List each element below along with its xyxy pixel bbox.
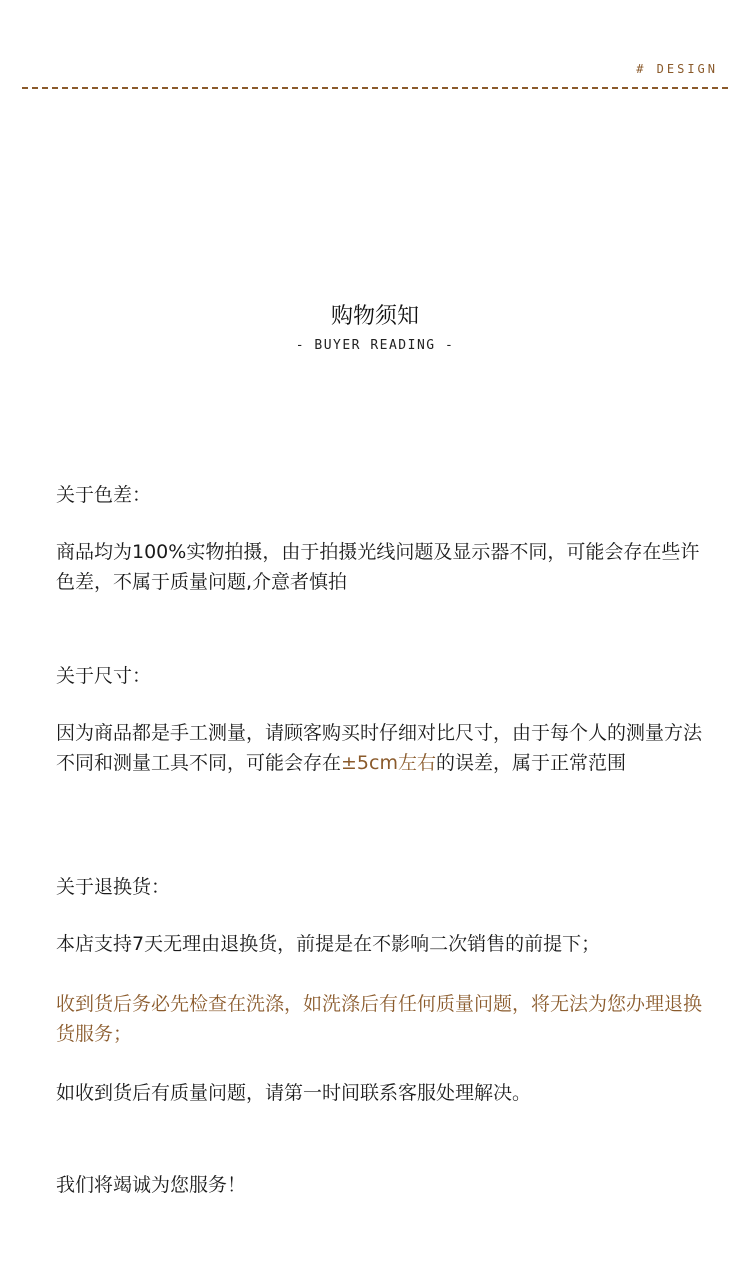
contact-text: 如收到货后有质量问题，请第一时间联系客服处理解决。 bbox=[56, 1082, 532, 1104]
title-block bbox=[0, 302, 750, 353]
return-heading: 关于退换货： bbox=[56, 876, 171, 898]
closing-text: 我们将竭诚为您服务！ bbox=[56, 1174, 247, 1196]
return-warning: 收到货后务必先检查在洗涤，如洗涤后有任何质量问题，将无法为您办理退换货服务； bbox=[56, 993, 703, 1045]
page-title: 购物须知 bbox=[305, 302, 445, 332]
size-text-part2: 的误差，属于正常范围 bbox=[435, 752, 626, 774]
return-text: 本店支持7天无理由退换货，前提是在不影响二次销售的前提下； bbox=[56, 933, 601, 955]
size-tolerance: ±5cm左右 bbox=[341, 752, 436, 774]
size-heading: 关于尺寸： bbox=[56, 665, 152, 687]
page-subtitle: - BUYER READING - bbox=[295, 338, 455, 353]
color-text: 商品均为100%实物拍摄，由于拍摄光线问题及显示器不同，可能会存在些许色差，不属于质量问题,介意者慎拍 bbox=[56, 541, 700, 593]
size-text-part1: 因为商品都是手工测量，请顾客购买时仔细对比尺寸，由于每个人的测量方法不同和测量工具不同，可能会存在 bbox=[56, 722, 703, 774]
size-text bbox=[56, 718, 704, 778]
color-heading: 关于色差： bbox=[56, 484, 152, 506]
design-tag: # DESIGN bbox=[636, 62, 718, 76]
dashed-divider bbox=[22, 87, 728, 89]
